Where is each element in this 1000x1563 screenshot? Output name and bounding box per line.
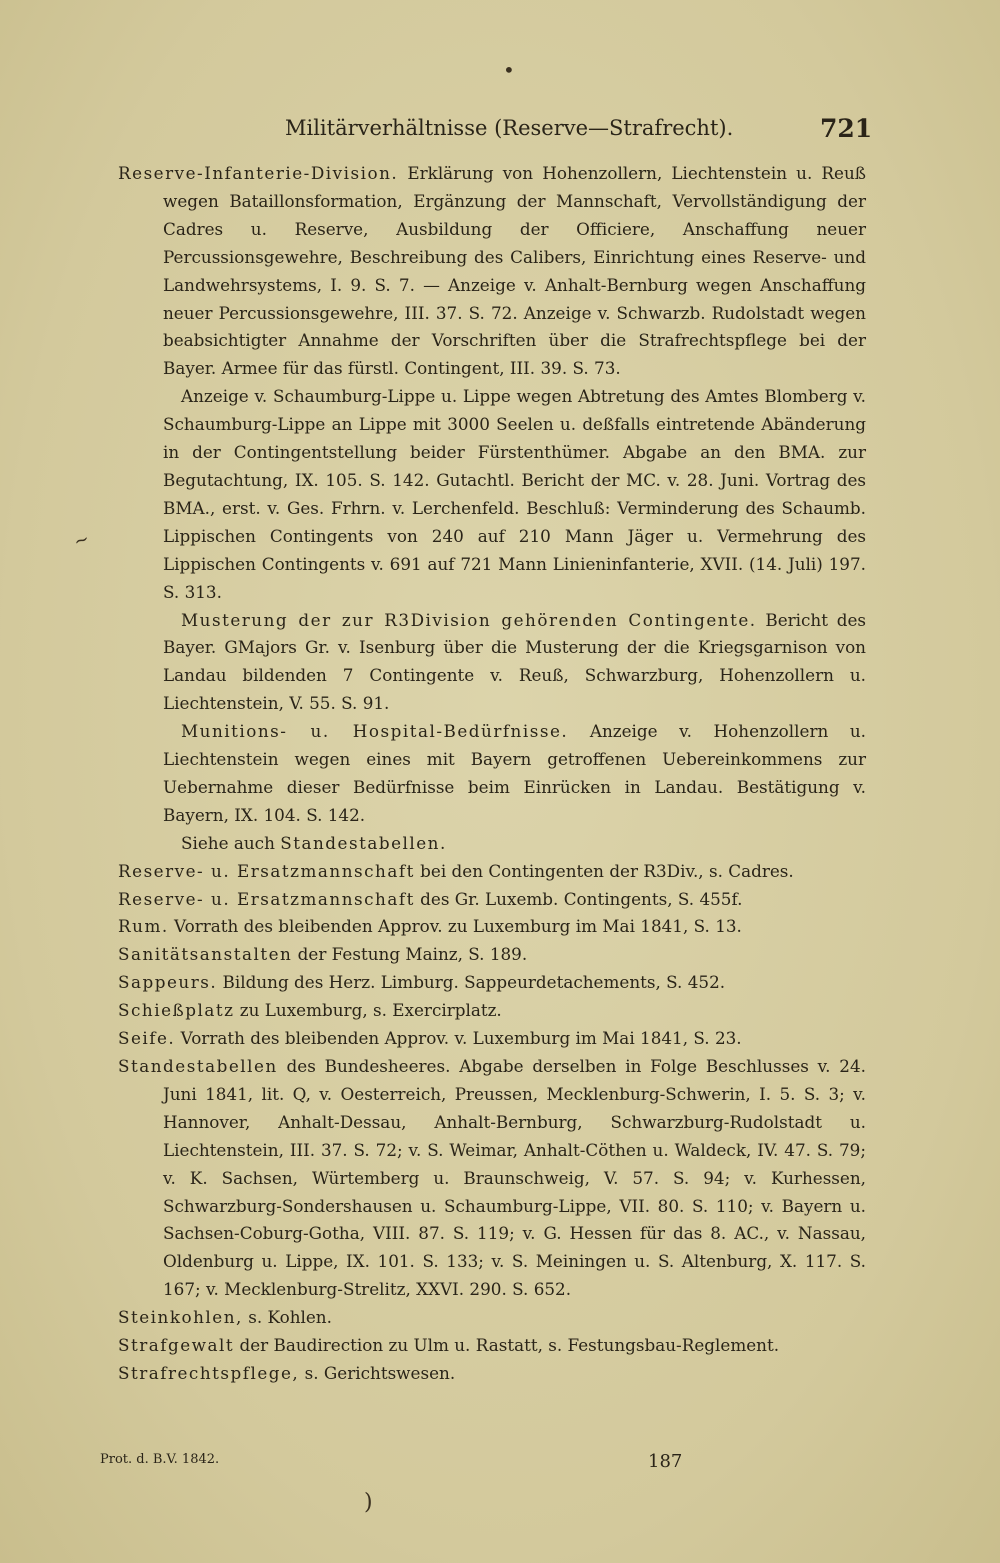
entry-term: Standestabellen <box>118 1056 278 1076</box>
paragraph-text: Anzeige v. Schaumburg-Lippe u. Lippe wegen Abtretung des Amtes Blomberg v. Schaumburg-Lippe an Lippe mit 3000 Seelen u. deßfalls eintretende Abänderung in der Contingentstellung beider Fürstenthümer. Abgabe an den BMA. zur Begutachtung, IX. 105. S. 142. Gutachtl. Bericht der MC. v. 28. Juni. Vortrag des BMA., erst. v. Ges. Frhrn. v. Lerchenfeld. Beschluß: Verminderung des Schaumb. Lippischen Contingents von 240 auf 210 Mann Jäger u. Vermehrung des Lippischen Contingents v. 691 auf 721 Mann Linieninfanterie, XVII. (14. Juli) 197. S. 313. <box>163 386 866 602</box>
entry-term: Sappeurs. <box>118 972 218 993</box>
index-entry <box>118 1360 866 1388</box>
entry-term: Rum. <box>118 916 169 937</box>
entry-term: Sanitätsanstalten <box>118 944 293 965</box>
cross-reference-label: Siehe auch <box>181 832 275 853</box>
entry-text: Bildung des Herz. Limburg. Sappeurdetachements, S. 452. <box>222 972 726 993</box>
cross-reference-term: Standestabellen. <box>280 832 447 853</box>
entry-term: Seife. <box>118 1028 176 1049</box>
entry-term: Strafgewalt <box>118 1335 235 1356</box>
entry-text: zu Luxemburg, s. Exercirplatz. <box>239 1000 502 1021</box>
index-entry <box>118 1304 866 1332</box>
entry-text: des Bundesheeres. Abgabe derselben in Folge Beschlusses v. 24. Juni 1841, lit. Q, v. Oesterreich, Preussen, Mecklenburg-Schwerin, I. 5. S. 3; v. Hannover, Anhalt-Dessau, Anhalt-Bernburg, Schwarzburg-Rudolstadt u. Liechtenstein, III. 37. S. 72; v. S. Weimar, Anhalt-Cöthen u. Waldeck, IV. 47. S. 79; v. K. Sachsen, Würtemberg u. Braunschweig, V. 57. S. 94; v. Kurhessen, Schwarzburg-Sondershausen u. Schaumburg-Lippe, VII. 80. S. 110; v. Bayern u. Sachsen-Coburg-Gotha, VIII. 87. S. 119; v. G. Hessen für das 8. AC., v. Nassau, Oldenburg u. Lippe, IX. 101. S. 133; v. S. Meiningen u. S. Altenburg, X. 117. S. 167; v. Mecklenburg-Strelitz, XXVI. 290. S. 652. <box>163 1056 866 1300</box>
index-entry <box>118 1053 866 1304</box>
entry-text: s. Kohlen. <box>248 1307 332 1328</box>
index-subentry <box>163 607 866 719</box>
entry-term: Reserve- u. Ersatzmannschaft <box>118 888 415 909</box>
index-entry <box>118 941 866 969</box>
index-paragraph <box>163 383 866 606</box>
entry-text: Erklärung von Hohenzollern, Liechtenstein u. Reuß wegen Bataillonsformation, Ergänzung der Mannschaft, Vervollständigung der Cadres u. Reserve, Ausbildung der Officiere, Anschaffung neuer Percussionsgewehre, Beschreibung des Calibers, Einrichtung eines Reserve- und Landwehrsystems, I. 9. S. 7. — Anzeige v. Anhalt-Bernburg wegen Anschaffung neuer Percussionsgewehre, III. 37. S. 72. Anzeige v. Schwarzb. Rudolstadt wegen beabsichtigter Annahme der Vorschriften über die Strafrechtspflege bei der Bayer. Armee für das fürstl. Contingent, III. 39. S. 73. <box>163 163 866 379</box>
index-entry <box>118 160 866 383</box>
sheet-number: 187 <box>648 1451 683 1472</box>
index-entry <box>118 997 866 1025</box>
entry-term: Strafrechtspflege, <box>118 1362 300 1383</box>
entry-term: Schießplatz <box>118 1000 235 1021</box>
index-body <box>118 160 866 1388</box>
entry-text: s. Gerichtswesen. <box>304 1362 456 1383</box>
index-entry <box>118 969 866 997</box>
subentry-term: Musterung der zur R3Division gehörenden Contingente. <box>181 609 757 630</box>
index-entry <box>118 1332 866 1360</box>
ink-speck: • <box>503 58 515 82</box>
entry-term: Steinkohlen, <box>118 1307 243 1328</box>
margin-mark: ~ <box>70 528 93 553</box>
entry-text: der Baudirection zu Ulm u. Rastatt, s. Festungsbau-Reglement. <box>239 1335 780 1356</box>
subentry-text: Anzeige v. Hohenzollern u. Liechtenstein wegen eines mit Bayern getroffenen Uebereinkommens zur Uebernahme dieser Bedürfnisse beim Einrücken in Landau. Bestätigung v. Bayern, IX. 104. S. 142. <box>163 721 866 825</box>
entry-text: Vorrath des bleibenden Approv. v. Luxemburg im Mai 1841, S. 23. <box>180 1028 742 1049</box>
subentry-text: Bericht des Bayer. GMajors Gr. v. Isenburg über die Musterung der die Kriegsgarnison von Landau bildenden 7 Contingente v. Reuß, Schwarzburg, Hohenzollern u. Liechtenstein, V. 55. S. 91. <box>163 609 866 714</box>
footer-signature: Prot. d. B.V. 1842. <box>100 1452 220 1467</box>
index-entry <box>118 886 866 914</box>
page-number: 721 <box>820 114 873 143</box>
index-subentry <box>163 718 866 830</box>
entry-text: bei den Contingenten der R3Div., s. Cadres. <box>420 860 794 881</box>
subentry-term: Munitions- u. Hospital-Bedürfnisse. <box>181 721 569 742</box>
index-entry <box>118 913 866 941</box>
entry-text: des Gr. Luxemb. Contingents, S. 455f. <box>420 888 743 909</box>
index-entry <box>118 858 866 886</box>
index-entry <box>118 1025 866 1053</box>
binding-mark: ) <box>364 1490 373 1515</box>
entry-text: der Festung Mainz, S. 189. <box>297 944 528 965</box>
header-title: Militärverhältnisse (Reserve—Strafrecht). <box>285 116 734 140</box>
index-cross-reference <box>163 830 866 858</box>
entry-term: Reserve- u. Ersatzmannschaft <box>118 860 415 881</box>
entry-text: Vorrath des bleibenden Approv. zu Luxemburg im Mai 1841, S. 13. <box>174 916 742 937</box>
entry-term: Reserve-Infanterie-Division. <box>118 163 399 183</box>
